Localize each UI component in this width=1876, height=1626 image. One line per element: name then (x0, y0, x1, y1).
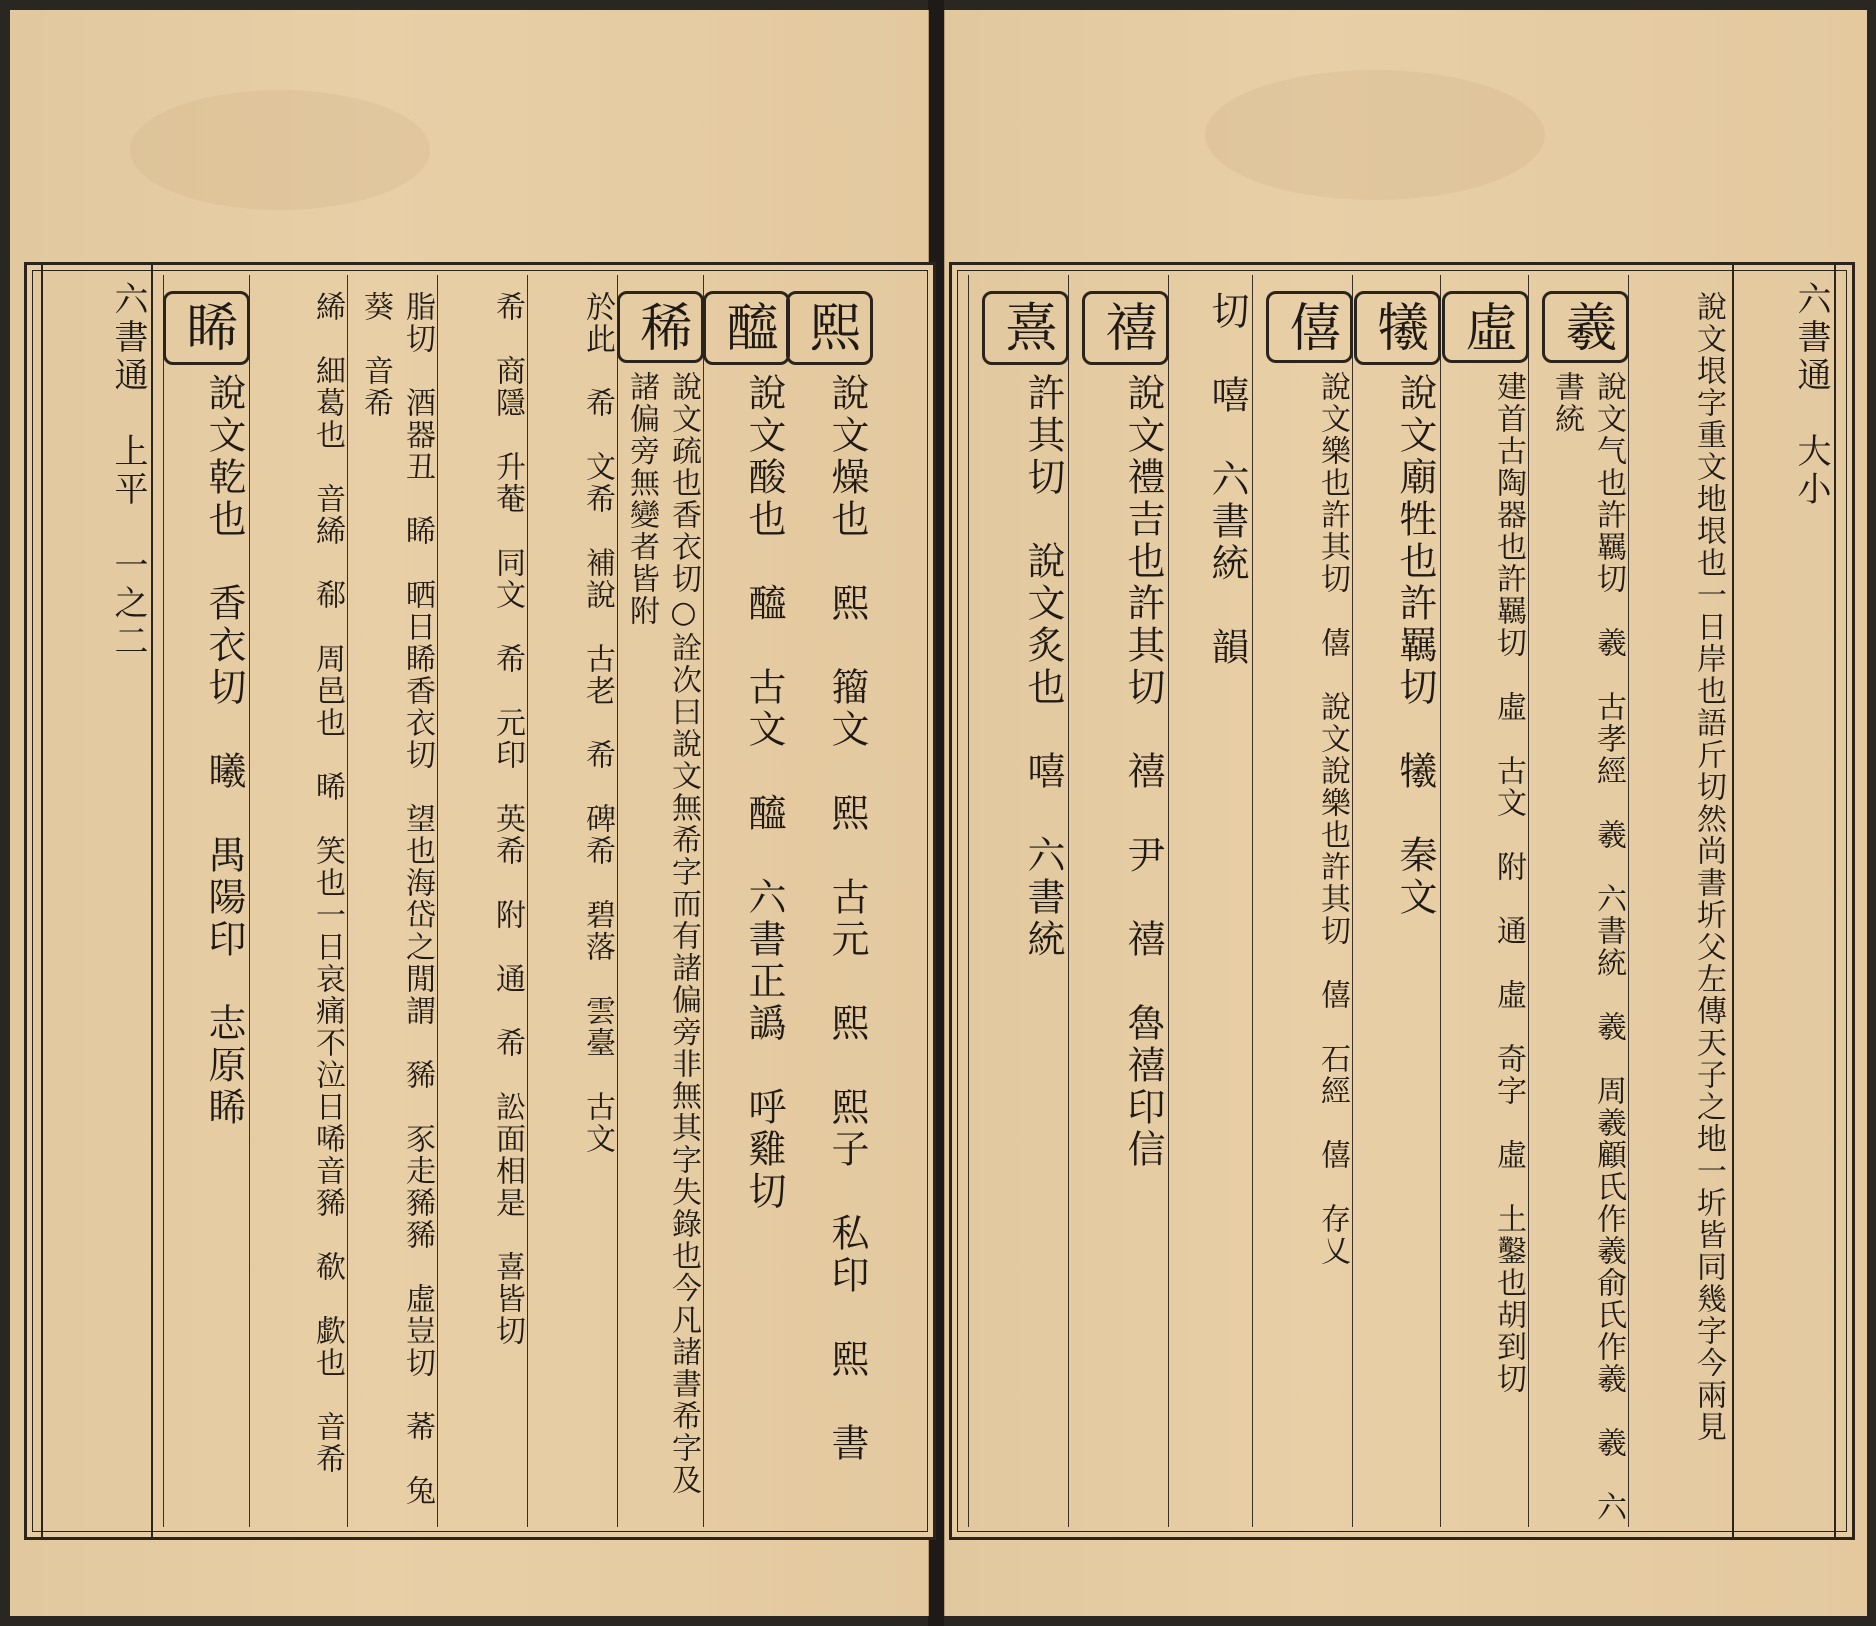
column (1252, 275, 1353, 1527)
column (1528, 275, 1629, 1527)
right-margin-column (1732, 265, 1836, 1537)
head-character: 禧 (1082, 291, 1169, 365)
column (1628, 275, 1729, 1527)
left-margin-column (41, 265, 153, 1537)
column-text: 脂切 酒器丑 睎 晒日睎香衣切 望也海岱之閒謂 豨 豕走豨豨 虛豈切 莃 兔葵 音希 (358, 291, 435, 1507)
head-character: 僖 (1266, 291, 1353, 363)
column (347, 275, 438, 1527)
right-page-frame (949, 262, 1855, 1540)
head-character: 虛 (1442, 291, 1529, 363)
column (789, 275, 873, 1527)
column (1352, 275, 1441, 1527)
column-text: 於此 希 文希 補說 古老 希 碑希 碧落 雲臺 古文 (580, 291, 615, 1155)
column-text: 說文乾也 香衣切 曦 禺陽印 志原睎 (202, 373, 246, 1129)
column (1068, 275, 1169, 1527)
column-text: 說文疏也香衣切○詮次曰說文無希字而有諸偏旁非無其字失錄也今凡諸書希字及諸偏旁無變者皆附 (624, 371, 701, 1496)
column-text: 切 嘻 六書統 韻 (1205, 291, 1249, 669)
column-text: 說文樂也許其切 僖 說文說樂也許其切 僖 石經 僖 存乂 (1315, 371, 1350, 1267)
column-text: 說文廟牲也許羈切 犧 秦文 (1393, 373, 1437, 919)
left-page-frame (24, 262, 936, 1540)
head-character: 醯 (703, 291, 790, 365)
head-character: 熹 (982, 291, 1069, 365)
column (617, 275, 704, 1527)
column-text: 許其切 說文炙也 嘻 六書統 (1021, 373, 1065, 961)
column (968, 275, 1069, 1527)
head-character: 羲 (1542, 291, 1629, 363)
head-character: 熙 (786, 291, 873, 365)
column-text: 說文禮吉也許其切 禧 尹 禧 魯禧印信 (1121, 373, 1165, 1171)
book-title: 六書通 (108, 281, 148, 395)
column (163, 275, 250, 1527)
column (703, 275, 790, 1527)
head-character: 犧 (1354, 291, 1441, 365)
column (437, 275, 528, 1527)
book-title: 六書通 (1791, 281, 1831, 395)
column (1440, 275, 1529, 1527)
column (527, 275, 618, 1527)
left-page (10, 10, 929, 1616)
column-text: 說文酸也 醯 古文 醯 六書正譌 呼雞切 (742, 373, 786, 1213)
column-text: 希 商隱 升菴 同文 希 元印 英希 附 通 希 訟面相是 喜皆切 (490, 291, 525, 1347)
column (1168, 275, 1253, 1527)
column-text: 說文燥也 熙 籀文 熙 古元 熙 熙子 私印 熙 書 (825, 373, 869, 1465)
head-character: 稀 (617, 291, 704, 363)
column-text: 說文气也許羈切 羲 古孝經 羲 六書統 羲 周羲顧氏作羲俞氏作羲 羲 六書統 (1549, 371, 1626, 1523)
head-character: 睎 (163, 291, 250, 365)
column (249, 275, 348, 1527)
column-text: 說文垠字重文地垠也一日岸也語斤切然尚書圻父左傳天子之地一圻皆同幾字今兩見 (1691, 291, 1726, 1443)
folio-number: 一之二 (108, 547, 148, 661)
section-label: 上平 (108, 433, 148, 509)
folio-number: 大小 (1791, 433, 1831, 509)
column-text: 絺 細葛也 音絺 郗 周邑也 晞 笑也一日哀痛不泣日唏音豨 欷 歔也 音希 (310, 291, 345, 1475)
column-text: 建首古陶器也許羈切 虛 古文 附 通 虛 奇字 虛 土鑿也胡到切 (1491, 371, 1526, 1395)
right-page (944, 10, 1867, 1616)
